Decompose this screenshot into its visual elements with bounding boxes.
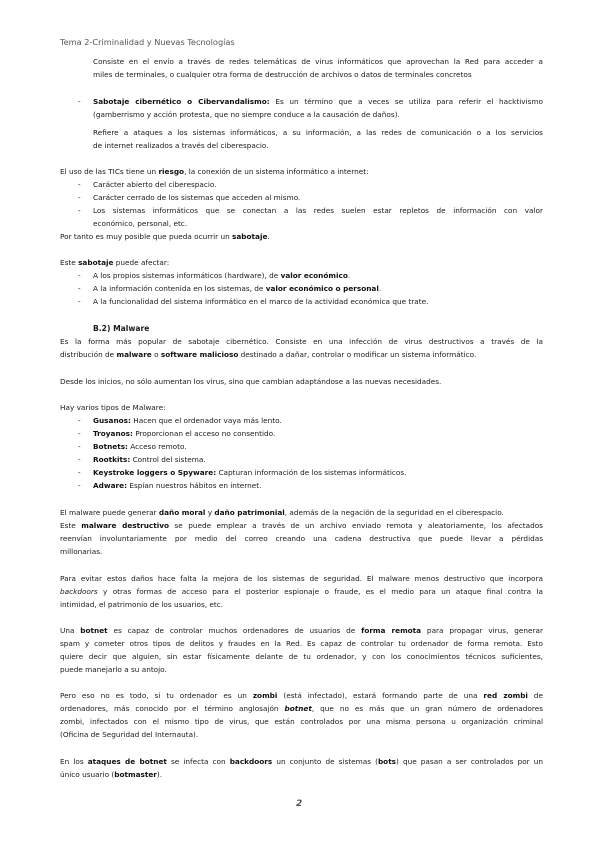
tics-conclusion: Por tanto es muy posible que pueda ocurrir un sabotaje. bbox=[60, 232, 270, 241]
botnet-line-2: spam y cometer otros tipos de delitos y fraudes en la Red. Es capaz de controlar tu ordenador de forma remota. Esto bbox=[60, 639, 543, 648]
sabotaje-p2-line-1: Refiere a ataques a los sistemas informáticos, a su información, a las redes de comunicación o a los servicios bbox=[93, 128, 543, 137]
malware-p1-line-2: distribución de malware o software malicioso destinado a dañar, controlar o modificar un sistema informático. bbox=[60, 350, 477, 359]
sabotaje-line-1: Sabotaje cibernético o Cibervandalismo: Es un término que a veces se utiliza para referir el hacktivismo bbox=[93, 97, 543, 106]
malware-type-botnets: Botnets: Acceso remoto. bbox=[93, 442, 187, 451]
zombi-line-2: ordenadores, más conocido por el término anglosajón botnet, que no es más que un gran número de ordenadores bbox=[60, 704, 543, 713]
afectar-item-2: A la información contenida en los sistemas, de valor económico o personal. bbox=[93, 284, 382, 293]
dano-line-4: millonarias. bbox=[60, 547, 103, 556]
list-dash: - bbox=[78, 97, 81, 106]
evitar-line-1: Para evitar estos daños hace falta la mejora de los sistemas de seguridad. El malware menos destructivo que incorpora bbox=[60, 574, 543, 583]
tics-intro: El uso de las TICs tiene un riesgo, la conexión de un sistema informático a internet: bbox=[60, 167, 369, 176]
afectar-item-3: A la funcionalidad del sistema informático en el marco de la actividad económica que trate. bbox=[93, 297, 429, 306]
afectar-item-1: A los propios sistemas informáticos (hardware), de valor económico. bbox=[93, 271, 351, 280]
malware-type-gusanos: Gusanos: Hacen que el ordenador vaya más lento. bbox=[93, 416, 282, 425]
dano-line-1: El malware puede generar daño moral y daño patrimonial, además de la negación de la seguridad en el ciberespacio. bbox=[60, 508, 504, 517]
list-dash: - bbox=[78, 284, 81, 293]
list-dash: - bbox=[78, 481, 81, 490]
tics-item-2: Carácter cerrado de los sistemas que acceden al mismo. bbox=[93, 193, 301, 202]
tics-item-3-cont: económico, personal, etc. bbox=[93, 219, 188, 228]
sabotaje-line-2: (gamberrismo y acción protesta, que no siempre conduce a la causación de daños). bbox=[93, 110, 400, 119]
list-dash: - bbox=[78, 297, 81, 306]
botnet-line-1: Una botnet es capaz de controlar muchos ordenadores de usuarios de forma remota para propagar virus, generar bbox=[60, 626, 543, 635]
botnet-line-4: puede manejarlo a su antojo. bbox=[60, 665, 167, 674]
malware-type-spyware: Keystroke loggers o Spyware: Capturan información de los sistemas informáticos. bbox=[93, 468, 407, 477]
dano-line-3: reenvían involuntariamente por medio del correo creando una cadena destructiva que puede llevar a pérdidas bbox=[60, 534, 543, 543]
list-dash: - bbox=[78, 468, 81, 477]
ataques-line-1: En los ataques de botnet se infecta con backdoors un conjunto de sistemas (bots) que pasan a ser controlados por un bbox=[60, 757, 543, 766]
page-number: 2 bbox=[296, 799, 303, 809]
dano-line-2: Este malware destructivo se puede emplear a través de un archivo enviado remota y aleatoriamente, los afectados bbox=[60, 521, 543, 530]
malware-p2: Desde los inicios, no sólo aumentan los virus, sino que cambian adaptándose a las nuevas necesidades. bbox=[60, 377, 442, 386]
list-dash: - bbox=[78, 206, 81, 215]
malware-type-troyanos: Troyanos: Proporcionan el acceso no consentido. bbox=[93, 429, 276, 438]
evitar-line-3: intimidad, el patrimonio de los usuarios, etc. bbox=[60, 600, 224, 609]
malware-type-rootkits: Rootkits: Control del sistema. bbox=[93, 455, 206, 464]
zombi-line-1: Pero eso no es todo, si tu ordenador es un zombi (está infectado), estará formando parte de una red zombi de bbox=[60, 691, 543, 700]
intro-line-2: miles de terminales, o cualquier otra forma de destrucción de archivos o datos de terminales concretos bbox=[93, 70, 472, 79]
tics-item-1: Carácter abierto del ciberespacio. bbox=[93, 180, 217, 189]
afectar-intro: Este sabotaje puede afectar: bbox=[60, 258, 170, 267]
zombi-line-3: zombi, infectados con el mismo tipo de virus, que están controlados por una misma persona u organización criminal bbox=[60, 717, 543, 726]
list-dash: - bbox=[78, 271, 81, 280]
ataques-line-2: único usuario (botmaster). bbox=[60, 770, 163, 779]
page-header: Tema 2-Criminalidad y Nuevas Tecnologías bbox=[60, 37, 235, 47]
list-dash: - bbox=[78, 193, 81, 202]
intro-line-1: Consiste en el envío a través de redes telemáticas de virus informáticos que aprovechan la Red para acceder a bbox=[93, 57, 543, 66]
sabotaje-p2-line-2: de internet realizados a través del ciberespacio. bbox=[93, 141, 269, 150]
list-dash: - bbox=[78, 455, 81, 464]
section-heading: B.2) Malware bbox=[93, 324, 150, 333]
malware-p1-line-1: Es la forma más popular de sabotaje cibernético. Consiste en una infección de virus destructivos a través de la bbox=[60, 337, 543, 346]
zombi-line-4: (Oficina de Seguridad del Internauta). bbox=[60, 730, 199, 739]
tics-item-3: Los sistemas informáticos que se conectan a las redes suelen estar repletos de información con valor bbox=[93, 206, 543, 215]
malware-types-intro: Hay varios tipos de Malware: bbox=[60, 403, 166, 412]
list-dash: - bbox=[78, 429, 81, 438]
evitar-line-2: backdoors y otras formas de acceso para el posterior espionaje o fraude, es el medio para un ataque final contra la bbox=[60, 587, 543, 596]
list-dash: - bbox=[78, 416, 81, 425]
list-dash: - bbox=[78, 180, 81, 189]
list-dash: - bbox=[78, 442, 81, 451]
malware-type-adware: Adware: Espían nuestros hábitos en internet. bbox=[93, 481, 262, 490]
botnet-line-3: quiere decir que alguien, sin estar físicamente delante de tu ordenador, y con los conocimientos técnicos suficientes, bbox=[60, 652, 543, 661]
